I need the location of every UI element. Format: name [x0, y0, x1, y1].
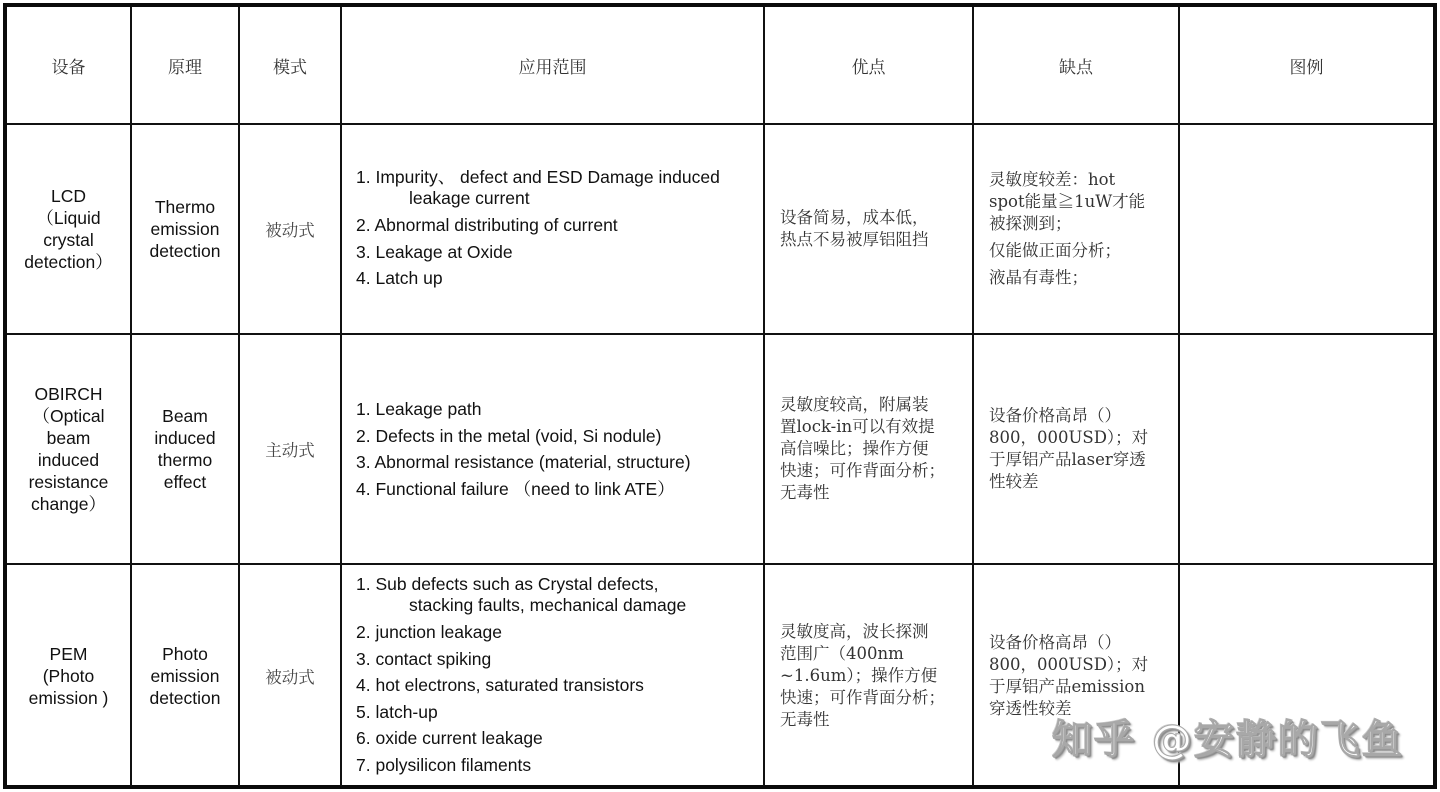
legend-cell — [1179, 124, 1433, 334]
principle-line: emission — [150, 665, 220, 686]
disadvantages-line: 液晶有毒性； — [989, 268, 1088, 287]
principle-cell — [131, 564, 239, 786]
mode-cell: 被动式 — [239, 124, 341, 334]
advantages-line: 快速；可作背面分析； — [780, 461, 945, 480]
applications-cell — [341, 334, 764, 564]
advantages-line: 设备简易，成本低， — [780, 208, 929, 227]
device-line: PEM — [49, 643, 88, 664]
device-line: OBIRCH — [34, 384, 103, 404]
device-line: (Photo — [42, 665, 95, 686]
failure-analysis-equipment-table — [7, 7, 1433, 786]
list-item: 3. contact spiking — [356, 648, 492, 669]
disadvantages-line: 800，000USD）；对 — [989, 654, 1149, 674]
list-item: 2. junction leakage — [356, 622, 502, 642]
advantages-cell — [764, 124, 973, 334]
header-row — [7, 7, 1433, 124]
applications-cell — [341, 124, 764, 334]
disadvantages-line: 穿透性较差 — [989, 698, 1072, 718]
advantages-line: 范围广（400nm — [780, 643, 904, 663]
list-item: 4. Functional failure （need to link ATE） — [356, 478, 675, 499]
principle-line: induced — [154, 428, 216, 448]
watermark: 知乎 @安静的飞鱼 — [1052, 717, 1404, 763]
list-item — [356, 166, 763, 208]
advantages-line: 无毒性 — [780, 483, 830, 502]
list-item: 4. Latch up — [356, 268, 443, 289]
legend-cell — [1179, 334, 1433, 564]
principle-line: Photo — [162, 643, 208, 664]
header-disadvantages: 缺点 — [973, 7, 1179, 124]
advantages-line: 高信噪比；操作方便 — [780, 439, 929, 458]
list-item: 2. Defects in the metal (void, Si nodule) — [356, 425, 662, 446]
device-cell — [7, 124, 131, 334]
device-line: detection） — [24, 252, 113, 272]
list-item — [356, 573, 763, 615]
header-principle: 原理 — [131, 7, 239, 124]
comparison-table-frame — [3, 3, 1437, 789]
list-item: 7. polysilicon filaments — [356, 754, 532, 775]
list-item: 5. latch-up — [356, 701, 438, 722]
disadvantages-line: 仅能做正面分析； — [989, 241, 1121, 260]
header-legend: 图例 — [1179, 7, 1433, 124]
principle-line: Thermo — [154, 197, 216, 217]
advantages-line: ~1.6um）；操作方便 — [780, 665, 938, 685]
table-row-pem — [7, 564, 1433, 786]
device-line: resistance — [28, 472, 109, 492]
application-continuation: stacking faults, mechanical damage — [409, 595, 687, 615]
disadvantages-line: 于厚铝产品emission — [989, 676, 1145, 696]
table-row-lcd — [7, 124, 1433, 334]
advantages-line: 无毒性 — [780, 709, 830, 729]
applications-cell — [341, 564, 764, 786]
disadvantages-line: 性较差 — [989, 472, 1039, 491]
principle-line: emission — [150, 219, 220, 239]
application-text: 1. Sub defects such as Crystal defects, — [356, 574, 659, 594]
device-cell — [7, 564, 131, 786]
advantages-line: 置lock-in可以有效提 — [780, 417, 935, 436]
device-line: beam — [46, 428, 91, 448]
device-line: change） — [31, 494, 106, 514]
device-cell — [7, 334, 131, 564]
list-item: 3. Abnormal resistance (material, structure) — [356, 452, 691, 472]
application-continuation: leakage current — [409, 188, 530, 209]
disadvantages-line: 设备价格高昂（） — [989, 406, 1121, 425]
list-item: 4. hot electrons, saturated transistors — [356, 675, 644, 695]
advantages-cell — [764, 334, 973, 564]
disadvantages-line: 800，000USD）；对 — [989, 428, 1149, 447]
principle-cell — [131, 124, 239, 334]
disadvantages-cell — [973, 124, 1179, 334]
header-applications: 应用范围 — [341, 7, 764, 124]
application-text: 1. Impurity、 defect and ESD Damage induced — [356, 167, 720, 188]
device-line: LCD — [50, 186, 86, 206]
list-item: 3. Leakage at Oxide — [356, 241, 513, 262]
disadvantages-cell — [973, 564, 1179, 786]
disadvantages-line: 灵敏度较差：hot — [989, 170, 1116, 189]
device-line: crystal — [43, 230, 94, 250]
applications-list — [342, 573, 763, 778]
device-line: induced — [37, 450, 100, 470]
legend-cell — [1179, 564, 1433, 786]
principle-line: effect — [163, 472, 207, 492]
advantages-line: 灵敏度较高，附属装 — [780, 395, 929, 414]
disadvantages-line: 于厚铝产品laser穿透 — [989, 450, 1146, 469]
table-row-obirch — [7, 334, 1433, 564]
advantages-line: 热点不易被厚铝阻挡 — [780, 230, 929, 249]
disadvantages-cell — [973, 334, 1179, 564]
header-advantages: 优点 — [764, 7, 973, 124]
applications-list — [342, 396, 763, 502]
list-item: 6. oxide current leakage — [356, 728, 543, 748]
header-device: 设备 — [7, 7, 131, 124]
mode-cell: 主动式 — [239, 334, 341, 564]
disadvantages-line: 设备价格高昂（） — [989, 632, 1121, 652]
advantages-line: 快速；可作背面分析； — [780, 687, 945, 707]
header-mode: 模式 — [239, 7, 341, 124]
mode-cell: 被动式 — [239, 564, 341, 786]
list-item: 1. Leakage path — [356, 399, 482, 419]
applications-list — [342, 166, 763, 292]
disadvantages-line: spot能量≧1uW才能 — [989, 192, 1146, 211]
advantages-cell — [764, 564, 973, 786]
principle-line: thermo — [157, 450, 213, 470]
principle-line: detection — [149, 241, 221, 261]
device-line: （Optical — [32, 406, 105, 426]
disadvantages-line: 被探测到； — [989, 214, 1072, 233]
principle-line: detection — [149, 687, 221, 708]
device-line: emission ) — [28, 687, 109, 708]
principle-cell — [131, 334, 239, 564]
advantages-line: 灵敏度高，波长探测 — [780, 621, 929, 641]
device-line: （Liquid — [36, 208, 101, 228]
list-item: 2. Abnormal distributing of current — [356, 215, 618, 236]
principle-line: Beam — [162, 406, 208, 426]
